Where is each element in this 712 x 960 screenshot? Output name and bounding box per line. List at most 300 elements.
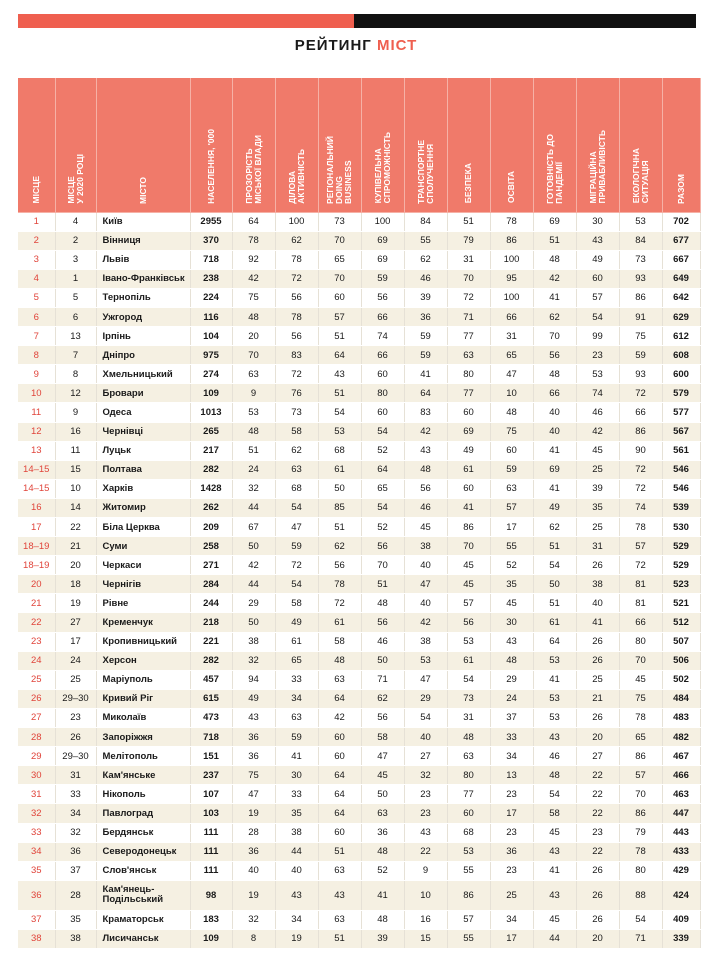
score-cell: 41	[404, 365, 447, 384]
rank-cell: 12	[18, 422, 55, 441]
score-cell: 69	[533, 212, 576, 231]
population-cell: 274	[190, 365, 232, 384]
score-cell: 46	[404, 498, 447, 517]
score-cell: 19	[275, 929, 318, 948]
table-row	[18, 422, 700, 441]
score-cell: 56	[275, 288, 318, 307]
score-cell: 52	[361, 861, 404, 880]
score-cell: 36	[232, 842, 275, 861]
score-cell: 37	[490, 708, 533, 727]
score-cell: 72	[318, 594, 361, 613]
score-cell: 80	[361, 384, 404, 403]
score-cell: 57	[447, 910, 490, 929]
score-cell: 43	[275, 880, 318, 910]
table-row	[18, 384, 700, 403]
score-cell: 71	[361, 670, 404, 689]
prev-rank-cell: 11	[55, 441, 96, 460]
score-cell: 60	[318, 728, 361, 747]
table-row	[18, 441, 700, 460]
city-name-cell: Бердянськ	[96, 823, 190, 842]
rank-cell: 7	[18, 327, 55, 346]
score-cell: 17	[490, 804, 533, 823]
score-cell: 58	[275, 422, 318, 441]
score-cell: 66	[533, 384, 576, 403]
score-cell: 35	[490, 575, 533, 594]
city-name-cell: Краматорськ	[96, 910, 190, 929]
column-header-label: ЕКОЛОГІЧНА СИТУАЦІЯ	[630, 148, 650, 204]
score-cell: 40	[232, 861, 275, 880]
score-cell: 58	[318, 632, 361, 651]
rank-cell: 26	[18, 689, 55, 708]
score-cell: 26	[576, 632, 619, 651]
population-cell: 183	[190, 910, 232, 929]
score-cell: 34	[275, 689, 318, 708]
score-cell: 51	[533, 537, 576, 556]
score-cell: 49	[576, 250, 619, 269]
score-cell: 64	[318, 785, 361, 804]
score-cell: 66	[490, 307, 533, 326]
city-name-cell: Біла Церква	[96, 518, 190, 537]
score-cell: 24	[490, 689, 533, 708]
table-row	[18, 842, 700, 861]
score-cell: 53	[533, 708, 576, 727]
score-cell: 51	[318, 384, 361, 403]
score-cell: 50	[533, 575, 576, 594]
table-row	[18, 575, 700, 594]
score-cell: 64	[318, 766, 361, 785]
population-cell: 111	[190, 823, 232, 842]
population-cell: 218	[190, 613, 232, 632]
population-cell: 244	[190, 594, 232, 613]
total-score-cell: 529	[662, 537, 700, 556]
rank-cell: 11	[18, 403, 55, 422]
score-cell: 42	[318, 708, 361, 727]
score-cell: 70	[361, 556, 404, 575]
score-cell: 48	[490, 403, 533, 422]
score-cell: 17	[490, 518, 533, 537]
column-header-label: МІГРАЦІЙНА ПРИВАБЛИВІСТЬ	[587, 130, 607, 204]
score-cell: 70	[447, 269, 490, 288]
score-cell: 57	[447, 594, 490, 613]
score-cell: 40	[404, 556, 447, 575]
total-score-cell: 507	[662, 632, 700, 651]
score-cell: 56	[361, 708, 404, 727]
score-cell: 54	[447, 670, 490, 689]
score-cell: 53	[533, 651, 576, 670]
score-cell: 78	[275, 307, 318, 326]
total-score-cell: 546	[662, 460, 700, 479]
score-cell: 51	[533, 594, 576, 613]
population-cell: 271	[190, 556, 232, 575]
score-cell: 29	[232, 594, 275, 613]
score-cell: 44	[275, 842, 318, 861]
city-name-cell: Миколаїв	[96, 708, 190, 727]
column-header-label: БЕЗПЕКА	[463, 163, 474, 204]
city-name-cell: Ірпінь	[96, 327, 190, 346]
city-name-cell: Кропивницький	[96, 632, 190, 651]
score-cell: 35	[576, 498, 619, 517]
city-name-cell: Вінниця	[96, 231, 190, 250]
prev-rank-cell: 28	[55, 880, 96, 910]
score-cell: 50	[361, 651, 404, 670]
score-cell: 49	[232, 689, 275, 708]
rank-cell: 16	[18, 498, 55, 517]
score-cell: 20	[576, 929, 619, 948]
score-cell: 36	[232, 747, 275, 766]
score-cell: 38	[404, 632, 447, 651]
score-cell: 100	[490, 288, 533, 307]
population-cell: 237	[190, 766, 232, 785]
score-cell: 75	[619, 689, 662, 708]
rank-cell: 10	[18, 384, 55, 403]
score-cell: 62	[533, 307, 576, 326]
score-cell: 78	[318, 575, 361, 594]
rank-cell: 6	[18, 307, 55, 326]
city-name-cell: Нікополь	[96, 785, 190, 804]
prev-rank-cell: 5	[55, 288, 96, 307]
score-cell: 72	[275, 269, 318, 288]
score-cell: 25	[576, 670, 619, 689]
score-cell: 42	[533, 269, 576, 288]
score-cell: 63	[447, 346, 490, 365]
total-score-cell: 579	[662, 384, 700, 403]
prev-rank-cell: 3	[55, 250, 96, 269]
score-cell: 69	[361, 250, 404, 269]
score-cell: 30	[576, 212, 619, 231]
score-cell: 22	[404, 842, 447, 861]
score-cell: 20	[576, 728, 619, 747]
score-cell: 76	[275, 384, 318, 403]
column-header	[490, 78, 533, 212]
score-cell: 67	[232, 518, 275, 537]
score-cell: 53	[447, 632, 490, 651]
city-name-cell: Бровари	[96, 384, 190, 403]
score-cell: 86	[447, 518, 490, 537]
score-cell: 72	[619, 460, 662, 479]
population-cell: 282	[190, 651, 232, 670]
score-cell: 54	[275, 498, 318, 517]
score-cell: 22	[576, 842, 619, 861]
table-body	[18, 212, 700, 948]
score-cell: 60	[490, 441, 533, 460]
score-cell: 59	[619, 346, 662, 365]
score-cell: 34	[490, 910, 533, 929]
score-cell: 41	[447, 498, 490, 517]
score-cell: 60	[576, 269, 619, 288]
score-cell: 64	[318, 804, 361, 823]
population-cell: 217	[190, 441, 232, 460]
score-cell: 84	[619, 231, 662, 250]
rank-cell: 18–19	[18, 537, 55, 556]
score-cell: 75	[232, 288, 275, 307]
score-cell: 48	[361, 842, 404, 861]
score-cell: 48	[533, 250, 576, 269]
total-score-cell: 667	[662, 250, 700, 269]
table-row	[18, 212, 700, 231]
score-cell: 75	[490, 422, 533, 441]
score-cell: 48	[404, 460, 447, 479]
table-row	[18, 929, 700, 948]
prev-rank-cell: 8	[55, 365, 96, 384]
column-header	[404, 78, 447, 212]
table-row	[18, 670, 700, 689]
score-cell: 66	[619, 403, 662, 422]
prev-rank-cell: 16	[55, 422, 96, 441]
top-color-bar	[18, 14, 696, 28]
city-name-cell: Рівне	[96, 594, 190, 613]
total-score-cell: 429	[662, 861, 700, 880]
column-header-label: ОСВІТА	[506, 171, 517, 204]
score-cell: 51	[361, 575, 404, 594]
score-cell: 62	[533, 518, 576, 537]
score-cell: 44	[232, 575, 275, 594]
score-cell: 70	[447, 537, 490, 556]
score-cell: 86	[619, 804, 662, 823]
score-cell: 31	[447, 250, 490, 269]
prev-rank-cell: 24	[55, 651, 96, 670]
score-cell: 61	[447, 651, 490, 670]
score-cell: 55	[404, 231, 447, 250]
score-cell: 60	[318, 823, 361, 842]
score-cell: 43	[533, 842, 576, 861]
total-score-cell: 506	[662, 651, 700, 670]
score-cell: 52	[361, 441, 404, 460]
score-cell: 29	[490, 670, 533, 689]
score-cell: 40	[404, 728, 447, 747]
score-cell: 60	[447, 403, 490, 422]
column-header-label: ГОТОВНІСТЬ ДО ПАНДЕМІЇ	[544, 133, 564, 204]
score-cell: 48	[533, 766, 576, 785]
table-row	[18, 365, 700, 384]
score-cell: 54	[533, 785, 576, 804]
score-cell: 59	[275, 728, 318, 747]
score-cell: 83	[275, 346, 318, 365]
ranking-table-container	[18, 78, 696, 949]
score-cell: 59	[404, 346, 447, 365]
score-cell: 36	[404, 307, 447, 326]
score-cell: 33	[275, 785, 318, 804]
score-cell: 61	[447, 460, 490, 479]
column-header-label: МІСТО	[137, 176, 148, 204]
prev-rank-cell: 29–30	[55, 689, 96, 708]
score-cell: 86	[490, 231, 533, 250]
column-header	[96, 78, 190, 212]
score-cell: 54	[361, 498, 404, 517]
score-cell: 84	[404, 212, 447, 231]
score-cell: 72	[275, 365, 318, 384]
score-cell: 73	[318, 212, 361, 231]
population-cell: 370	[190, 231, 232, 250]
score-cell: 22	[576, 785, 619, 804]
city-name-cell: Львів	[96, 250, 190, 269]
score-cell: 57	[490, 498, 533, 517]
prev-rank-cell: 36	[55, 842, 96, 861]
score-cell: 51	[447, 212, 490, 231]
score-cell: 65	[318, 250, 361, 269]
score-cell: 26	[576, 651, 619, 670]
population-cell: 116	[190, 307, 232, 326]
prev-rank-cell: 15	[55, 460, 96, 479]
total-score-cell: 530	[662, 518, 700, 537]
city-name-cell: Київ	[96, 212, 190, 231]
column-header	[662, 78, 700, 212]
prev-rank-cell: 37	[55, 861, 96, 880]
score-cell: 30	[490, 613, 533, 632]
total-score-cell: 521	[662, 594, 700, 613]
table-row	[18, 269, 700, 288]
score-cell: 51	[318, 518, 361, 537]
city-name-cell: Черкаси	[96, 556, 190, 575]
score-cell: 51	[533, 231, 576, 250]
score-cell: 77	[447, 327, 490, 346]
score-cell: 61	[533, 613, 576, 632]
total-score-cell: 677	[662, 231, 700, 250]
prev-rank-cell: 19	[55, 594, 96, 613]
score-cell: 46	[404, 269, 447, 288]
score-cell: 38	[275, 823, 318, 842]
score-cell: 40	[404, 594, 447, 613]
score-cell: 78	[619, 518, 662, 537]
score-cell: 50	[361, 785, 404, 804]
total-score-cell: 649	[662, 269, 700, 288]
score-cell: 57	[619, 537, 662, 556]
total-score-cell: 539	[662, 498, 700, 517]
score-cell: 73	[447, 689, 490, 708]
top-bar-red-segment	[18, 14, 354, 28]
population-cell: 1428	[190, 479, 232, 498]
total-score-cell: 483	[662, 708, 700, 727]
score-cell: 62	[318, 537, 361, 556]
score-cell: 26	[576, 556, 619, 575]
score-cell: 52	[490, 556, 533, 575]
score-cell: 78	[490, 212, 533, 231]
score-cell: 51	[232, 441, 275, 460]
score-cell: 53	[232, 403, 275, 422]
population-cell: 258	[190, 537, 232, 556]
rank-cell: 32	[18, 804, 55, 823]
table-row	[18, 747, 700, 766]
score-cell: 20	[232, 327, 275, 346]
population-cell: 224	[190, 288, 232, 307]
score-cell: 60	[447, 804, 490, 823]
score-cell: 70	[533, 327, 576, 346]
score-cell: 43	[318, 880, 361, 910]
population-cell: 457	[190, 670, 232, 689]
score-cell: 53	[533, 689, 576, 708]
total-score-cell: 467	[662, 747, 700, 766]
score-cell: 23	[576, 346, 619, 365]
rank-cell: 23	[18, 632, 55, 651]
score-cell: 49	[533, 498, 576, 517]
prev-rank-cell: 4	[55, 212, 96, 231]
top-bar-black-segment	[354, 14, 696, 28]
table-row	[18, 498, 700, 517]
page-title	[0, 37, 712, 54]
city-name-cell: Ужгород	[96, 307, 190, 326]
score-cell: 49	[447, 441, 490, 460]
score-cell: 68	[318, 441, 361, 460]
total-score-cell: 561	[662, 441, 700, 460]
table-row	[18, 460, 700, 479]
score-cell: 74	[361, 327, 404, 346]
score-cell: 22	[576, 804, 619, 823]
score-cell: 55	[447, 929, 490, 948]
prev-rank-cell: 2	[55, 231, 96, 250]
table-row	[18, 613, 700, 632]
score-cell: 48	[361, 910, 404, 929]
score-cell: 60	[361, 365, 404, 384]
table-row	[18, 403, 700, 422]
table-row	[18, 861, 700, 880]
prev-rank-cell: 29–30	[55, 747, 96, 766]
column-header	[619, 78, 662, 212]
score-cell: 46	[576, 403, 619, 422]
score-cell: 56	[361, 537, 404, 556]
score-cell: 17	[490, 929, 533, 948]
score-cell: 41	[576, 613, 619, 632]
score-cell: 9	[404, 861, 447, 880]
score-cell: 71	[447, 307, 490, 326]
rank-cell: 31	[18, 785, 55, 804]
score-cell: 8	[232, 929, 275, 948]
column-header-label: РАЗОМ	[675, 173, 686, 204]
score-cell: 77	[447, 384, 490, 403]
score-cell: 40	[533, 403, 576, 422]
score-cell: 92	[232, 250, 275, 269]
table-row	[18, 880, 700, 910]
page-title-main: РЕЙТИНГ	[294, 37, 372, 54]
score-cell: 54	[275, 575, 318, 594]
city-name-cell: Чернігів	[96, 575, 190, 594]
table-row	[18, 556, 700, 575]
city-name-cell: Северодонецьк	[96, 842, 190, 861]
score-cell: 43	[404, 441, 447, 460]
prev-rank-cell: 32	[55, 823, 96, 842]
prev-rank-cell: 21	[55, 537, 96, 556]
column-header	[55, 78, 96, 212]
score-cell: 73	[619, 250, 662, 269]
score-cell: 45	[404, 518, 447, 537]
table-row	[18, 910, 700, 929]
score-cell: 53	[576, 365, 619, 384]
score-cell: 58	[361, 728, 404, 747]
population-cell: 284	[190, 575, 232, 594]
prev-rank-cell: 20	[55, 556, 96, 575]
score-cell: 32	[404, 766, 447, 785]
total-score-cell: 523	[662, 575, 700, 594]
score-cell: 70	[232, 346, 275, 365]
score-cell: 31	[490, 327, 533, 346]
score-cell: 47	[361, 747, 404, 766]
prev-rank-cell: 18	[55, 575, 96, 594]
population-cell: 615	[190, 689, 232, 708]
score-cell: 53	[404, 651, 447, 670]
total-score-cell: 447	[662, 804, 700, 823]
total-score-cell: 702	[662, 212, 700, 231]
score-cell: 29	[404, 689, 447, 708]
total-score-cell: 529	[662, 556, 700, 575]
score-cell: 60	[318, 747, 361, 766]
city-name-cell: Полтава	[96, 460, 190, 479]
score-cell: 23	[490, 861, 533, 880]
population-cell: 473	[190, 708, 232, 727]
city-name-cell: Кривий Ріг	[96, 689, 190, 708]
table-row	[18, 327, 700, 346]
total-score-cell: 482	[662, 728, 700, 747]
score-cell: 79	[619, 823, 662, 842]
score-cell: 59	[275, 537, 318, 556]
score-cell: 43	[404, 823, 447, 842]
